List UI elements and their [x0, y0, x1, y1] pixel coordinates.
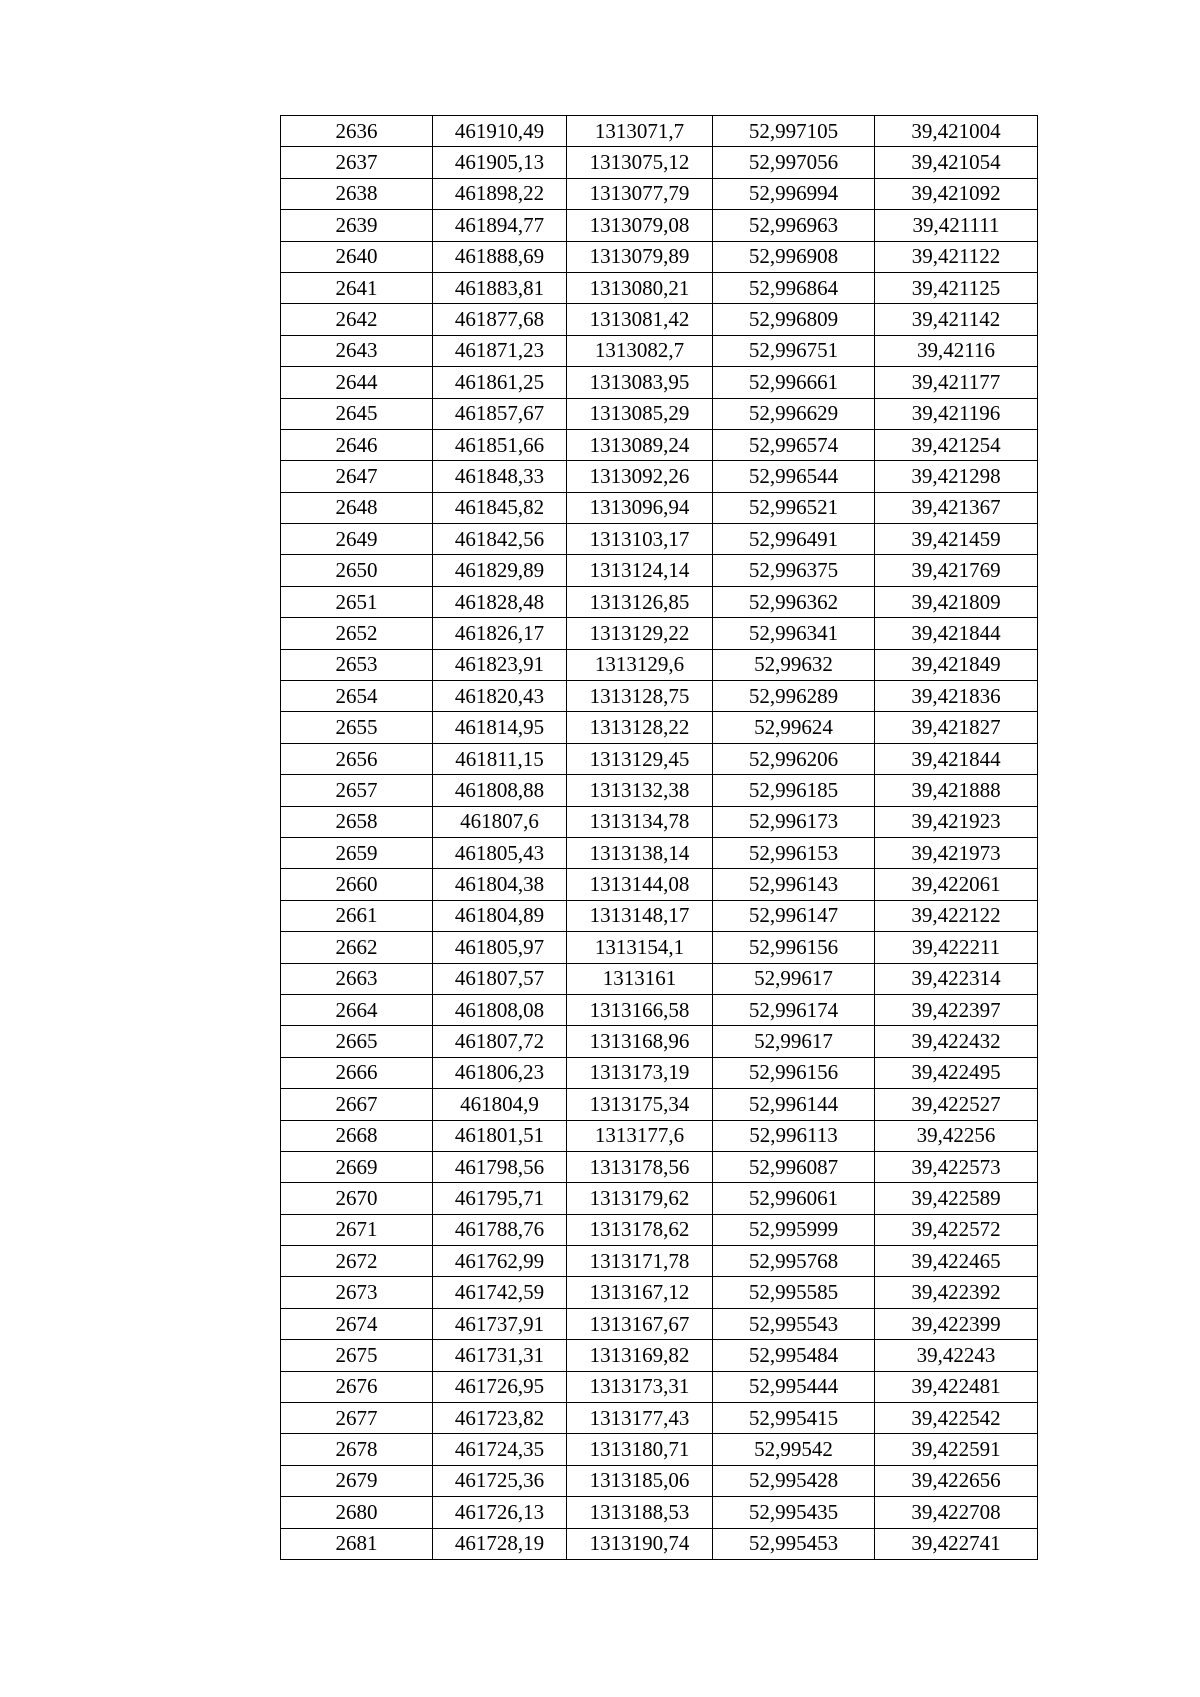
longitude-cell: 39,421367 — [875, 492, 1038, 523]
longitude-cell: 39,422527 — [875, 1089, 1038, 1120]
x-coordinate-cell: 461726,13 — [433, 1497, 567, 1528]
y-coordinate-cell: 1313178,62 — [567, 1214, 713, 1245]
table-row — [281, 963, 1038, 994]
x-coordinate-cell: 461814,95 — [433, 712, 567, 743]
table-row — [281, 272, 1038, 303]
latitude-cell: 52,996908 — [713, 241, 875, 272]
point-number-cell: 2676 — [281, 1371, 433, 1402]
x-coordinate-cell: 461804,89 — [433, 900, 567, 931]
longitude-cell: 39,421769 — [875, 555, 1038, 586]
x-coordinate-cell: 461808,88 — [433, 775, 567, 806]
y-coordinate-cell: 1313096,94 — [567, 492, 713, 523]
point-number-cell: 2661 — [281, 900, 433, 931]
longitude-cell: 39,422591 — [875, 1434, 1038, 1465]
longitude-cell: 39,421923 — [875, 806, 1038, 837]
point-number-cell: 2660 — [281, 869, 433, 900]
point-number-cell: 2638 — [281, 178, 433, 209]
x-coordinate-cell: 461742,59 — [433, 1277, 567, 1308]
x-coordinate-cell: 461828,48 — [433, 586, 567, 617]
y-coordinate-cell: 1313075,12 — [567, 147, 713, 178]
longitude-cell: 39,421125 — [875, 272, 1038, 303]
point-number-cell: 2656 — [281, 743, 433, 774]
longitude-cell: 39,422656 — [875, 1465, 1038, 1496]
y-coordinate-cell: 1313129,22 — [567, 618, 713, 649]
longitude-cell: 39,422399 — [875, 1308, 1038, 1339]
longitude-cell: 39,421111 — [875, 210, 1038, 241]
point-number-cell: 2670 — [281, 1183, 433, 1214]
point-number-cell: 2649 — [281, 524, 433, 555]
point-number-cell: 2636 — [281, 116, 433, 147]
y-coordinate-cell: 1313092,26 — [567, 461, 713, 492]
y-coordinate-cell: 1313167,12 — [567, 1277, 713, 1308]
x-coordinate-cell: 461798,56 — [433, 1151, 567, 1182]
x-coordinate-cell: 461726,95 — [433, 1371, 567, 1402]
latitude-cell: 52,995768 — [713, 1246, 875, 1277]
latitude-cell: 52,996864 — [713, 272, 875, 303]
longitude-cell: 39,422314 — [875, 963, 1038, 994]
table-row — [281, 210, 1038, 241]
x-coordinate-cell: 461829,89 — [433, 555, 567, 586]
table-row — [281, 1057, 1038, 1088]
x-coordinate-cell: 461823,91 — [433, 649, 567, 680]
x-coordinate-cell: 461845,82 — [433, 492, 567, 523]
point-number-cell: 2663 — [281, 963, 433, 994]
longitude-cell: 39,422392 — [875, 1277, 1038, 1308]
point-number-cell: 2653 — [281, 649, 433, 680]
point-number-cell: 2642 — [281, 304, 433, 335]
point-number-cell: 2655 — [281, 712, 433, 743]
y-coordinate-cell: 1313173,31 — [567, 1371, 713, 1402]
x-coordinate-cell: 461806,23 — [433, 1057, 567, 1088]
latitude-cell: 52,996156 — [713, 932, 875, 963]
table-row — [281, 116, 1038, 147]
table-row — [281, 932, 1038, 963]
latitude-cell: 52,996153 — [713, 837, 875, 868]
x-coordinate-cell: 461795,71 — [433, 1183, 567, 1214]
latitude-cell: 52,996341 — [713, 618, 875, 649]
y-coordinate-cell: 1313128,75 — [567, 681, 713, 712]
point-number-cell: 2664 — [281, 994, 433, 1025]
x-coordinate-cell: 461842,56 — [433, 524, 567, 555]
table-row — [281, 1246, 1038, 1277]
point-number-cell: 2654 — [281, 681, 433, 712]
table-row — [281, 681, 1038, 712]
longitude-cell: 39,421827 — [875, 712, 1038, 743]
latitude-cell: 52,996206 — [713, 743, 875, 774]
longitude-cell: 39,421973 — [875, 837, 1038, 868]
y-coordinate-cell: 1313081,42 — [567, 304, 713, 335]
x-coordinate-cell: 461826,17 — [433, 618, 567, 649]
point-number-cell: 2639 — [281, 210, 433, 241]
point-number-cell: 2643 — [281, 335, 433, 366]
longitude-cell: 39,421844 — [875, 618, 1038, 649]
latitude-cell: 52,996375 — [713, 555, 875, 586]
y-coordinate-cell: 1313177,6 — [567, 1120, 713, 1151]
x-coordinate-cell: 461728,19 — [433, 1528, 567, 1559]
table-row — [281, 649, 1038, 680]
latitude-cell: 52,996629 — [713, 398, 875, 429]
point-number-cell: 2652 — [281, 618, 433, 649]
longitude-cell: 39,421142 — [875, 304, 1038, 335]
y-coordinate-cell: 1313124,14 — [567, 555, 713, 586]
y-coordinate-cell: 1313169,82 — [567, 1340, 713, 1371]
table-row — [281, 994, 1038, 1025]
y-coordinate-cell: 1313171,78 — [567, 1246, 713, 1277]
y-coordinate-cell: 1313138,14 — [567, 837, 713, 868]
table-row — [281, 1214, 1038, 1245]
table-row — [281, 335, 1038, 366]
x-coordinate-cell: 461894,77 — [433, 210, 567, 241]
point-number-cell: 2673 — [281, 1277, 433, 1308]
longitude-cell: 39,42243 — [875, 1340, 1038, 1371]
point-number-cell: 2681 — [281, 1528, 433, 1559]
y-coordinate-cell: 1313175,34 — [567, 1089, 713, 1120]
point-number-cell: 2674 — [281, 1308, 433, 1339]
table-row — [281, 869, 1038, 900]
x-coordinate-cell: 461804,9 — [433, 1089, 567, 1120]
longitude-cell: 39,422573 — [875, 1151, 1038, 1182]
table-row — [281, 147, 1038, 178]
longitude-cell: 39,421459 — [875, 524, 1038, 555]
y-coordinate-cell: 1313161 — [567, 963, 713, 994]
latitude-cell: 52,99542 — [713, 1434, 875, 1465]
x-coordinate-cell: 461804,38 — [433, 869, 567, 900]
table-row — [281, 900, 1038, 931]
table-row — [281, 1183, 1038, 1214]
table-row — [281, 1403, 1038, 1434]
point-number-cell: 2679 — [281, 1465, 433, 1496]
longitude-cell: 39,421844 — [875, 743, 1038, 774]
latitude-cell: 52,996751 — [713, 335, 875, 366]
longitude-cell: 39,421849 — [875, 649, 1038, 680]
y-coordinate-cell: 1313071,7 — [567, 116, 713, 147]
x-coordinate-cell: 461724,35 — [433, 1434, 567, 1465]
x-coordinate-cell: 461820,43 — [433, 681, 567, 712]
y-coordinate-cell: 1313132,38 — [567, 775, 713, 806]
latitude-cell: 52,995435 — [713, 1497, 875, 1528]
latitude-cell: 52,996491 — [713, 524, 875, 555]
table-row — [281, 367, 1038, 398]
table-row — [281, 304, 1038, 335]
latitude-cell: 52,996144 — [713, 1089, 875, 1120]
longitude-cell: 39,421888 — [875, 775, 1038, 806]
point-number-cell: 2658 — [281, 806, 433, 837]
x-coordinate-cell: 461731,31 — [433, 1340, 567, 1371]
y-coordinate-cell: 1313177,43 — [567, 1403, 713, 1434]
point-number-cell: 2665 — [281, 1026, 433, 1057]
latitude-cell: 52,996963 — [713, 210, 875, 241]
x-coordinate-cell: 461857,67 — [433, 398, 567, 429]
longitude-cell: 39,421177 — [875, 367, 1038, 398]
point-number-cell: 2672 — [281, 1246, 433, 1277]
table-row — [281, 461, 1038, 492]
longitude-cell: 39,422481 — [875, 1371, 1038, 1402]
table-row — [281, 1151, 1038, 1182]
y-coordinate-cell: 1313083,95 — [567, 367, 713, 398]
x-coordinate-cell: 461805,43 — [433, 837, 567, 868]
y-coordinate-cell: 1313128,22 — [567, 712, 713, 743]
point-number-cell: 2668 — [281, 1120, 433, 1151]
table-row — [281, 524, 1038, 555]
table-row — [281, 241, 1038, 272]
latitude-cell: 52,99632 — [713, 649, 875, 680]
latitude-cell: 52,996174 — [713, 994, 875, 1025]
latitude-cell: 52,995428 — [713, 1465, 875, 1496]
point-number-cell: 2640 — [281, 241, 433, 272]
point-number-cell: 2677 — [281, 1403, 433, 1434]
latitude-cell: 52,995415 — [713, 1403, 875, 1434]
longitude-cell: 39,421836 — [875, 681, 1038, 712]
table-row — [281, 1026, 1038, 1057]
x-coordinate-cell: 461805,97 — [433, 932, 567, 963]
latitude-cell: 52,997056 — [713, 147, 875, 178]
point-number-cell: 2669 — [281, 1151, 433, 1182]
table-row — [281, 775, 1038, 806]
point-number-cell: 2666 — [281, 1057, 433, 1088]
x-coordinate-cell: 461725,36 — [433, 1465, 567, 1496]
point-number-cell: 2671 — [281, 1214, 433, 1245]
y-coordinate-cell: 1313179,62 — [567, 1183, 713, 1214]
y-coordinate-cell: 1313166,58 — [567, 994, 713, 1025]
point-number-cell: 2650 — [281, 555, 433, 586]
x-coordinate-cell: 461788,76 — [433, 1214, 567, 1245]
x-coordinate-cell: 461888,69 — [433, 241, 567, 272]
point-number-cell: 2637 — [281, 147, 433, 178]
table-row — [281, 1277, 1038, 1308]
x-coordinate-cell: 461737,91 — [433, 1308, 567, 1339]
y-coordinate-cell: 1313168,96 — [567, 1026, 713, 1057]
x-coordinate-cell: 461905,13 — [433, 147, 567, 178]
table-row — [281, 429, 1038, 460]
latitude-cell: 52,996173 — [713, 806, 875, 837]
y-coordinate-cell: 1313173,19 — [567, 1057, 713, 1088]
x-coordinate-cell: 461910,49 — [433, 116, 567, 147]
table-row — [281, 178, 1038, 209]
y-coordinate-cell: 1313188,53 — [567, 1497, 713, 1528]
latitude-cell: 52,99624 — [713, 712, 875, 743]
y-coordinate-cell: 1313126,85 — [567, 586, 713, 617]
longitude-cell: 39,422495 — [875, 1057, 1038, 1088]
longitude-cell: 39,421004 — [875, 116, 1038, 147]
x-coordinate-cell: 461762,99 — [433, 1246, 567, 1277]
x-coordinate-cell: 461807,72 — [433, 1026, 567, 1057]
y-coordinate-cell: 1313167,67 — [567, 1308, 713, 1339]
y-coordinate-cell: 1313185,06 — [567, 1465, 713, 1496]
point-number-cell: 2641 — [281, 272, 433, 303]
longitude-cell: 39,422211 — [875, 932, 1038, 963]
point-number-cell: 2667 — [281, 1089, 433, 1120]
y-coordinate-cell: 1313129,45 — [567, 743, 713, 774]
latitude-cell: 52,996185 — [713, 775, 875, 806]
latitude-cell: 52,995543 — [713, 1308, 875, 1339]
point-number-cell: 2644 — [281, 367, 433, 398]
table-row — [281, 1308, 1038, 1339]
table-row — [281, 555, 1038, 586]
latitude-cell: 52,995999 — [713, 1214, 875, 1245]
point-number-cell: 2648 — [281, 492, 433, 523]
longitude-cell: 39,42116 — [875, 335, 1038, 366]
latitude-cell: 52,996362 — [713, 586, 875, 617]
table-row — [281, 586, 1038, 617]
y-coordinate-cell: 1313085,29 — [567, 398, 713, 429]
y-coordinate-cell: 1313103,17 — [567, 524, 713, 555]
latitude-cell: 52,996143 — [713, 869, 875, 900]
longitude-cell: 39,422708 — [875, 1497, 1038, 1528]
x-coordinate-cell: 461801,51 — [433, 1120, 567, 1151]
x-coordinate-cell: 461877,68 — [433, 304, 567, 335]
y-coordinate-cell: 1313077,79 — [567, 178, 713, 209]
coordinates-table — [280, 115, 1038, 1560]
longitude-cell: 39,42256 — [875, 1120, 1038, 1151]
point-number-cell: 2646 — [281, 429, 433, 460]
table-row — [281, 1120, 1038, 1151]
point-number-cell: 2659 — [281, 837, 433, 868]
point-number-cell: 2675 — [281, 1340, 433, 1371]
latitude-cell: 52,996521 — [713, 492, 875, 523]
latitude-cell: 52,996087 — [713, 1151, 875, 1182]
latitude-cell: 52,996994 — [713, 178, 875, 209]
latitude-cell: 52,996113 — [713, 1120, 875, 1151]
latitude-cell: 52,996061 — [713, 1183, 875, 1214]
y-coordinate-cell: 1313178,56 — [567, 1151, 713, 1182]
longitude-cell: 39,422542 — [875, 1403, 1038, 1434]
x-coordinate-cell: 461883,81 — [433, 272, 567, 303]
table-row — [281, 712, 1038, 743]
latitude-cell: 52,996156 — [713, 1057, 875, 1088]
table-row — [281, 1434, 1038, 1465]
y-coordinate-cell: 1313079,08 — [567, 210, 713, 241]
y-coordinate-cell: 1313129,6 — [567, 649, 713, 680]
table-row — [281, 618, 1038, 649]
latitude-cell: 52,996809 — [713, 304, 875, 335]
latitude-cell: 52,99617 — [713, 963, 875, 994]
latitude-cell: 52,996289 — [713, 681, 875, 712]
longitude-cell: 39,421092 — [875, 178, 1038, 209]
latitude-cell: 52,995444 — [713, 1371, 875, 1402]
y-coordinate-cell: 1313089,24 — [567, 429, 713, 460]
table-row — [281, 1465, 1038, 1496]
y-coordinate-cell: 1313148,17 — [567, 900, 713, 931]
latitude-cell: 52,99617 — [713, 1026, 875, 1057]
longitude-cell: 39,421054 — [875, 147, 1038, 178]
table-row — [281, 492, 1038, 523]
longitude-cell: 39,422589 — [875, 1183, 1038, 1214]
point-number-cell: 2678 — [281, 1434, 433, 1465]
latitude-cell: 52,996661 — [713, 367, 875, 398]
x-coordinate-cell: 461848,33 — [433, 461, 567, 492]
latitude-cell: 52,996544 — [713, 461, 875, 492]
x-coordinate-cell: 461898,22 — [433, 178, 567, 209]
y-coordinate-cell: 1313082,7 — [567, 335, 713, 366]
table-row — [281, 398, 1038, 429]
x-coordinate-cell: 461871,23 — [433, 335, 567, 366]
point-number-cell: 2680 — [281, 1497, 433, 1528]
x-coordinate-cell: 461807,57 — [433, 963, 567, 994]
y-coordinate-cell: 1313134,78 — [567, 806, 713, 837]
point-number-cell: 2645 — [281, 398, 433, 429]
table-row — [281, 1371, 1038, 1402]
y-coordinate-cell: 1313190,74 — [567, 1528, 713, 1559]
longitude-cell: 39,422572 — [875, 1214, 1038, 1245]
longitude-cell: 39,422741 — [875, 1528, 1038, 1559]
table-row — [281, 1340, 1038, 1371]
table-row — [281, 837, 1038, 868]
latitude-cell: 52,995585 — [713, 1277, 875, 1308]
longitude-cell: 39,421196 — [875, 398, 1038, 429]
latitude-cell: 52,996574 — [713, 429, 875, 460]
x-coordinate-cell: 461808,08 — [433, 994, 567, 1025]
y-coordinate-cell: 1313154,1 — [567, 932, 713, 963]
x-coordinate-cell: 461723,82 — [433, 1403, 567, 1434]
longitude-cell: 39,422122 — [875, 900, 1038, 931]
latitude-cell: 52,997105 — [713, 116, 875, 147]
latitude-cell: 52,995453 — [713, 1528, 875, 1559]
table-row — [281, 1089, 1038, 1120]
x-coordinate-cell: 461861,25 — [433, 367, 567, 398]
latitude-cell: 52,996147 — [713, 900, 875, 931]
table-row — [281, 743, 1038, 774]
point-number-cell: 2647 — [281, 461, 433, 492]
longitude-cell: 39,421298 — [875, 461, 1038, 492]
longitude-cell: 39,422061 — [875, 869, 1038, 900]
longitude-cell: 39,422465 — [875, 1246, 1038, 1277]
y-coordinate-cell: 1313180,71 — [567, 1434, 713, 1465]
longitude-cell: 39,422432 — [875, 1026, 1038, 1057]
y-coordinate-cell: 1313080,21 — [567, 272, 713, 303]
x-coordinate-cell: 461851,66 — [433, 429, 567, 460]
x-coordinate-cell: 461811,15 — [433, 743, 567, 774]
longitude-cell: 39,421122 — [875, 241, 1038, 272]
coordinates-table-body — [281, 116, 1038, 1560]
point-number-cell: 2651 — [281, 586, 433, 617]
point-number-cell: 2657 — [281, 775, 433, 806]
longitude-cell: 39,422397 — [875, 994, 1038, 1025]
longitude-cell: 39,421254 — [875, 429, 1038, 460]
x-coordinate-cell: 461807,6 — [433, 806, 567, 837]
table-row — [281, 1497, 1038, 1528]
latitude-cell: 52,995484 — [713, 1340, 875, 1371]
table-row — [281, 806, 1038, 837]
y-coordinate-cell: 1313144,08 — [567, 869, 713, 900]
table-row — [281, 1528, 1038, 1559]
y-coordinate-cell: 1313079,89 — [567, 241, 713, 272]
point-number-cell: 2662 — [281, 932, 433, 963]
longitude-cell: 39,421809 — [875, 586, 1038, 617]
